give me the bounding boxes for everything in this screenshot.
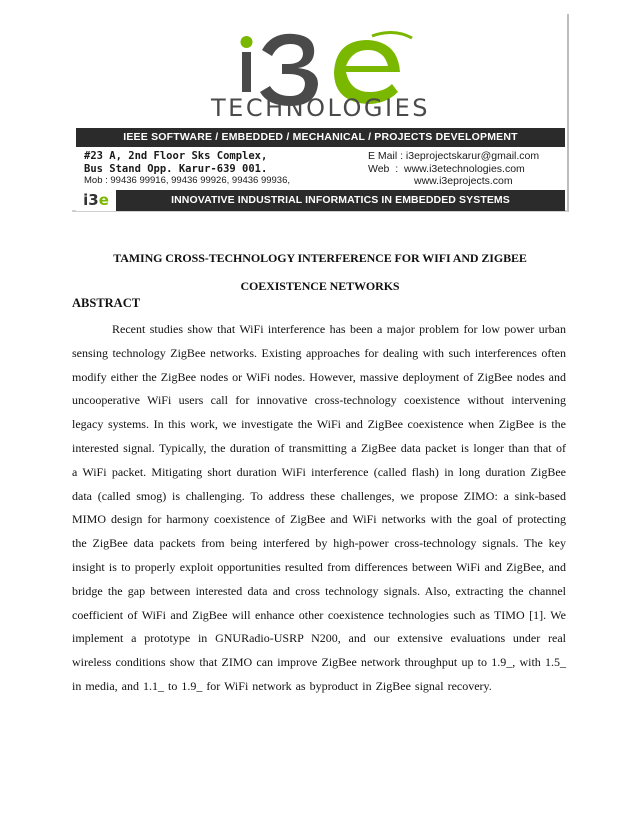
mini-logo-prefix: i3	[83, 191, 99, 209]
paper-title-line-2: COEXISTENCE NETWORKS	[240, 279, 400, 293]
email-address[interactable]: E Mail : i3eprojectskarur@gmail.com	[368, 150, 540, 162]
website-url[interactable]: Web : www.i3etechnologies.com	[368, 162, 525, 175]
paper-title	[60, 244, 580, 300]
contact-block	[368, 150, 539, 188]
paper-title-line-1: TAMING CROSS-TECHNOLOGY INTERFERENCE FOR WIFI AND ZIGBEE	[113, 251, 527, 265]
address-block	[84, 150, 290, 188]
footer-tagline: INNOVATIVE INDUSTRIAL INFORMATICS IN EMBEDDED SYSTEMS	[116, 190, 565, 211]
mini-logo	[76, 190, 116, 211]
abstract-text: Recent studies show that WiFi interference has been a major problem for low power urban sensing technology ZigBee networks. Existing approaches for dealing with such interferences often modify either the ZigBee nodes or WiFi nodes. However, massive deployment of ZigBee nodes and uncooperative WiFi users call for innovative cross-technology coexistence without intervening legacy systems. In this work, we investigate the WiFi and ZigBee coexistence when ZigBee is the interested signal. Typically, the duration of transmitting a ZigBee data packet is longer than that of a WiFi packet. Mitigating short duration WiFi interference (called flash) in long duration ZigBee data (called smog) is challenging. To address these challenges, we propose ZIMO: a sink-based MIMO design for harmony coexistence of ZigBee and WiFi networks with the goal of protecting the ZigBee data packets from being interfered by high-power cross-technology signals. The key insight is to properly exploit opportunities resulted from differences between WiFi and ZigBee, and bridge the gap between interested data and cross technology signals. Also, extracting the channel coefficient of WiFi and ZigBee will enhance other coexistence technologies such as TIMO [1]. We implement a prototype in GNURadio-USRP N200, and our extensive evaluations under real wireless conditions show that ZIMO can improve ZigBee network throughput up to 1.9_, with 1.5_ in media, and 1.1_ to 1.9_ for WiFi network as byproduct in ZigBee signal recovery.	[72, 322, 566, 693]
company-banner	[72, 14, 569, 212]
website-url-2[interactable]: www.i3eprojects.com	[414, 175, 513, 187]
services-tagline: IEEE SOFTWARE / EMBEDDED / MECHANICAL / PROJECTS DEVELOPMENT	[76, 128, 565, 147]
mini-logo-suffix: e	[98, 191, 109, 209]
address-line-2: Bus Stand Opp. Karur-639 001.	[84, 162, 268, 175]
mobile-numbers: Mob : 99436 99916, 99436 99926, 99436 99936,	[84, 175, 291, 186]
company-name: TECHNOLOGIES	[211, 94, 430, 122]
address-line-1: #23 A, 2nd Floor Sks Complex,	[84, 150, 268, 162]
abstract-heading: ABSTRACT	[72, 296, 141, 310]
